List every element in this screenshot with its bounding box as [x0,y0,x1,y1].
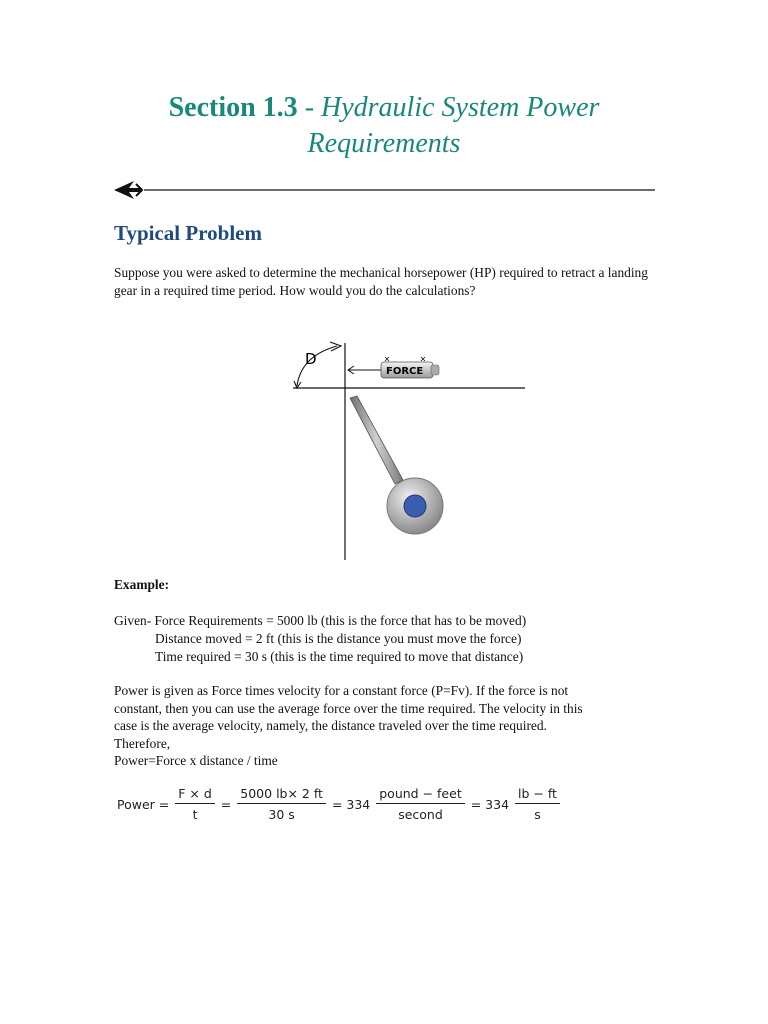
equals-sign: = [220,796,232,812]
back-arrow-rule [112,178,657,202]
distance-label: D [305,350,317,368]
given-distance: Distance moved = 2 ft (this is the distance you must move the force) [155,631,522,646]
fraction-f-d-over-t [175,786,215,822]
landing-gear-diagram [285,338,535,563]
given-block [114,612,526,666]
equals-result: = 334 [331,796,371,812]
fraction-units-abbrev [515,786,560,822]
intro-paragraph: Suppose you were asked to determine the mechanical horsepower (HP) required to retract a landing gear in a required time period. How would you do the calculations? [114,265,648,298]
force-cylinder [381,357,439,378]
power-line-1: Power is given as Force times velocity for a constant force (P=Fv). If the force is not [114,683,569,698]
equation-lhs: Power = [117,796,170,812]
force-label: FORCE [386,366,424,377]
fraction-numerator: pound − feet [376,786,464,804]
section-heading: Typical Problem [114,221,262,245]
fraction-units-words [376,786,464,822]
fraction-values [237,786,326,822]
power-line-4: Therefore, [114,735,171,751]
given-force: Given- Force Requirements = 5000 lb (this is the force that has to be moved) [114,613,527,628]
fraction-denominator: t [192,807,198,822]
power-paragraph [114,682,654,770]
equals-result-2: = 334 [470,796,510,812]
fraction-denominator: second [398,807,443,822]
power-line-3: case is the average velocity, namely, the distance traveled over the time required. [114,718,547,733]
fraction-numerator: 5000 lb× 2 ft [237,786,326,804]
given-time: Time required = 30 s (this is the time required to move that distance) [155,649,524,664]
power-line-2: constant, then you can use the average force over the time required. The velocity in this [114,700,583,716]
fraction-numerator: F × d [175,786,215,804]
back-arrow-icon[interactable] [114,181,142,199]
section-title: Hydraulic System Power [321,92,600,123]
example-label: Example: [114,577,170,592]
rotation-arc [297,346,337,386]
wheel-hub [404,495,426,517]
fraction-denominator: s [534,807,541,822]
title-separator: - [297,92,322,123]
landing-gear-strut [350,396,403,484]
page-title [0,90,768,162]
section-number: Section 1.3 [168,92,298,123]
power-equation [115,786,564,822]
fraction-numerator: lb − ft [515,786,560,804]
fraction-denominator: 30 s [268,807,295,822]
power-line-5: Power=Force x distance / time [114,753,278,768]
section-title-line2: Requirements [307,128,461,159]
